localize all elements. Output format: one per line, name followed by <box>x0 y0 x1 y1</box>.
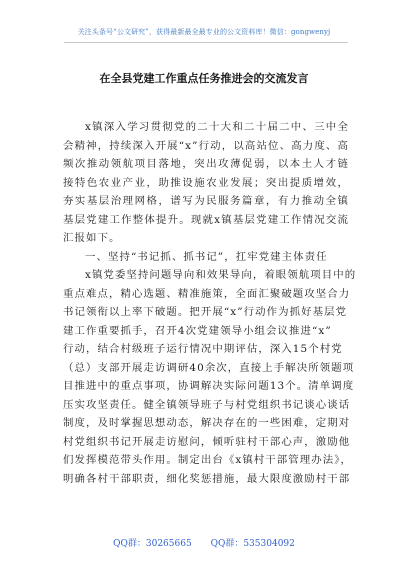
header-divider <box>64 42 348 43</box>
text-line: 们发挥模范带头作用。制定出台《x镇村干部管理办法》， <box>63 454 353 466</box>
footer-qq-group-1: QQ群：30265665 <box>113 539 192 549</box>
text-line: 压实攻坚责任。健全镇领导班子与村党组织书记谈心谈话 <box>63 398 351 411</box>
text-line: 目推进中的重点事项，协调解决实际问题13个。清单调度 <box>63 380 355 392</box>
text-line: 制度，及时掌握思想动态，解决存在的一些困难，定期对 <box>63 417 351 429</box>
text-line: 建工作重要抓手，召开4次党建领导小组会议推进“x” <box>63 324 332 337</box>
text-line: 重点难点，精心选题、精准施策，全面汇聚破题攻坚合力 <box>63 287 351 300</box>
section-heading-1: 一、坚持“书记抓、抓书记”，扛牢党建主体责任 <box>85 250 328 263</box>
document-title: 在全县党建工作重点任务推进会的交流发言 <box>99 72 309 85</box>
header-note: 关注头条号“公文研究”，获得最新最全最专业的公文资料库！微信：gongwenyj <box>77 28 331 36</box>
paragraph-section-1 <box>63 266 357 488</box>
footer-qq-group-2: QQ群：535304092 <box>210 539 295 549</box>
text-line: 村党组织书记开展走访慰问，倾听驻村干部心声，激励他 <box>63 435 351 448</box>
text-line: 书记领衔以上率下破题。把开展“x”行动作为抓好基层党 <box>63 306 348 318</box>
document-body <box>63 118 357 488</box>
text-line: x镇党委坚持问题导向和效果导向，着眼领航项目中的 <box>85 269 357 281</box>
paragraph-intro: x镇深入学习贯彻党的二十大和二十届二中、三中全会精神，持续深入开展“x”行动，以高站位、高力度、高频次推动领航项目落地，突出攻薄促弱，以本土人才链接特色农业产业，助推设施农业发展；突出提质增效，夯实基层治理网格，谱写为民服务篇章，有力推动全镇基层党建工作整体提升。现就x镇基层党建工作情况交流汇报如下。 <box>63 121 349 244</box>
text-line: 行动，结合村级班子运行情况中期评估，深入15个村党 <box>63 343 343 355</box>
footer-contacts <box>0 536 408 549</box>
text-line: 明确各村干部职责，细化奖惩措施，最大限度激励村干部 <box>63 472 351 485</box>
text-line: （总）支部开展走访调研40余次，直接上手解决所领题项 <box>63 361 355 374</box>
